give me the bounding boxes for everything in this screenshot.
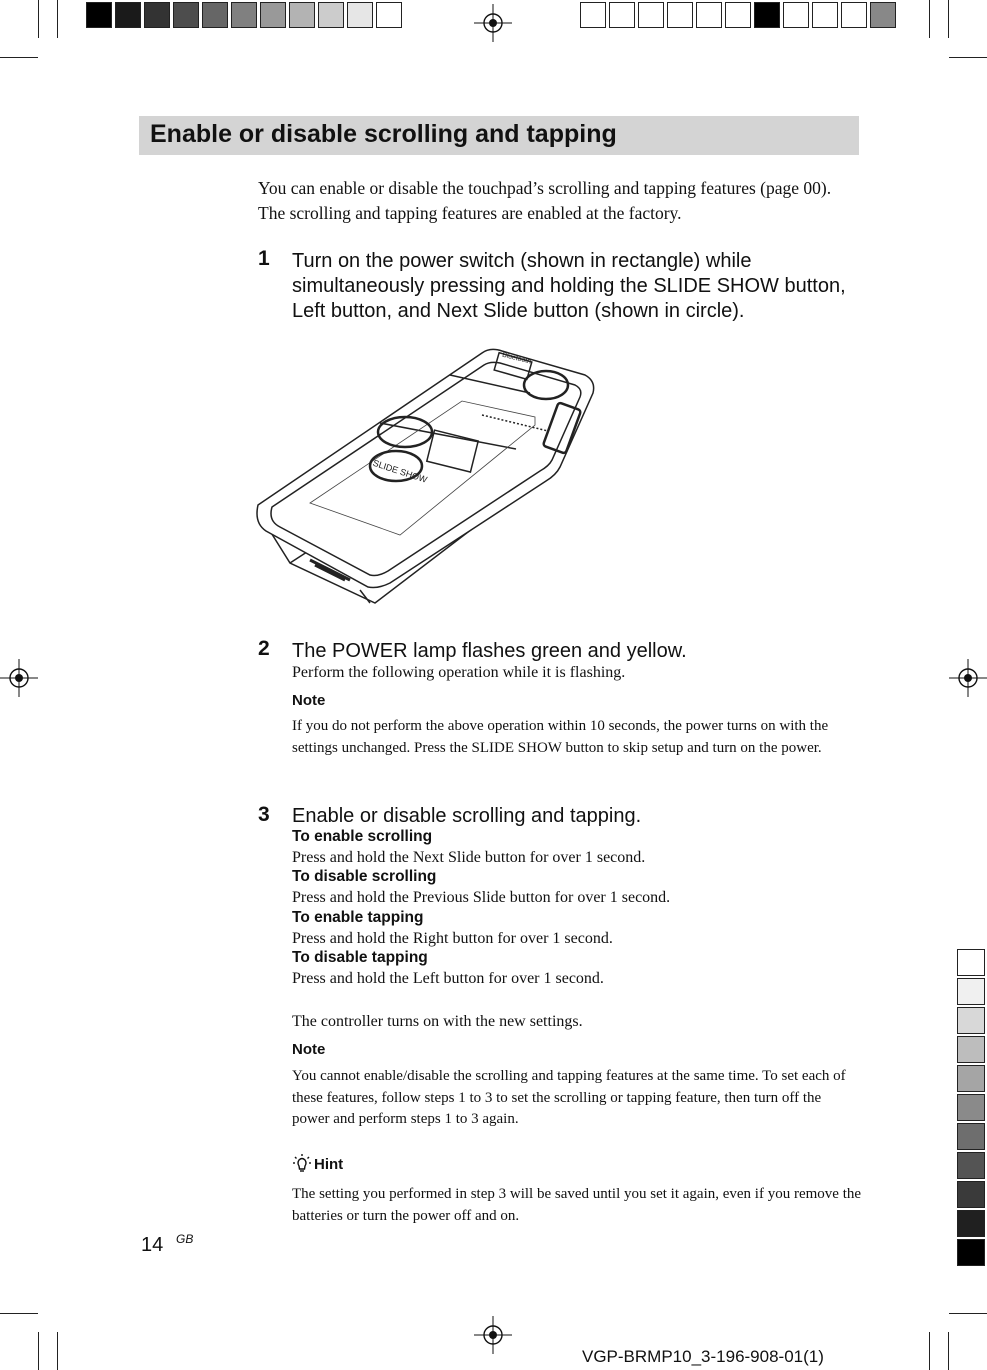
gray-swatch <box>231 2 257 28</box>
side-swatch <box>957 1210 985 1237</box>
side-swatch <box>957 978 985 1005</box>
step-3-result: The controller turns on with the new settings. <box>292 1013 583 1030</box>
page-lang: GB <box>176 1232 194 1246</box>
option-text: Press and hold the Right button for over 1 second. <box>292 930 613 947</box>
option-text: Press and hold the Previous Slide button for over 1 second. <box>292 889 671 906</box>
gray-swatch <box>202 2 228 28</box>
section-heading: Enable or disable scrolling and tapping <box>150 120 617 148</box>
step-2-title: The POWER lamp flashes green and yellow. <box>292 640 687 662</box>
color-swatch <box>580 2 606 28</box>
option-text: Press and hold the Next Slide button for over 1 second. <box>292 849 646 866</box>
side-calibration-bar <box>957 949 985 1268</box>
gray-swatch <box>144 2 170 28</box>
step-2-note-label: Note <box>292 692 326 709</box>
step-2-note: If you do not perform the above operation within 10 seconds, the power turns on with the settings unchanged. Press the SLIDE SHOW button to skip setup and turn on the power. <box>292 718 829 756</box>
side-swatch <box>957 1152 985 1179</box>
gray-swatch <box>173 2 199 28</box>
hint-text: The setting you performed in step 3 will be saved until you set it again, even if you remove the batteries or turn the power off and on. <box>292 1186 862 1224</box>
option-label: To disable scrolling <box>292 868 437 885</box>
side-swatch <box>957 1036 985 1063</box>
side-swatch <box>957 1094 985 1121</box>
gray-swatch <box>115 2 141 28</box>
registration-target-icon <box>0 659 38 697</box>
color-calibration-bar <box>580 2 899 28</box>
step-1-number: 1 <box>258 247 270 270</box>
side-swatch <box>957 1123 985 1150</box>
brand-label: Bluetooth <box>501 351 532 366</box>
gray-swatch <box>318 2 344 28</box>
option-text: Press and hold the Left button for over 1 second. <box>292 970 604 987</box>
side-swatch <box>957 1181 985 1208</box>
option-label: To enable scrolling <box>292 828 433 845</box>
gray-swatch <box>260 2 286 28</box>
slide-show-label: SLIDE SHOW <box>371 457 429 485</box>
color-swatch <box>841 2 867 28</box>
side-swatch <box>957 1239 985 1266</box>
color-swatch <box>696 2 722 28</box>
step-3-number: 3 <box>258 803 270 826</box>
page-number: 14 <box>141 1234 164 1256</box>
color-swatch <box>783 2 809 28</box>
grayscale-calibration-bar <box>86 2 405 28</box>
option-label: To disable tapping <box>292 949 428 966</box>
gray-swatch <box>347 2 373 28</box>
color-swatch <box>667 2 693 28</box>
color-swatch <box>725 2 751 28</box>
gray-swatch <box>86 2 112 28</box>
step-3-title: Enable or disable scrolling and tapping. <box>292 805 642 827</box>
remote-controller-illustration <box>250 335 620 610</box>
step-1-title: Turn on the power switch (shown in rectangle) while simultaneously pressing and holding the SLIDE SHOW button, Left button, and Next Slide button (shown in circle). <box>292 250 846 322</box>
intro-paragraph: You can enable or disable the touchpad’s scrolling and tapping features (page 00). The scrolling and tapping features are enabled at the factory. <box>258 178 832 223</box>
registration-target-icon <box>474 4 512 42</box>
color-swatch <box>870 2 896 28</box>
option-label: To enable tapping <box>292 909 424 926</box>
color-swatch <box>754 2 780 28</box>
gray-swatch <box>289 2 315 28</box>
side-swatch <box>957 949 985 976</box>
step-2-number: 2 <box>258 637 270 660</box>
side-swatch <box>957 1065 985 1092</box>
lightbulb-icon <box>293 1154 311 1174</box>
step-2-body: Perform the following operation while it is flashing. <box>292 664 626 681</box>
gray-swatch <box>376 2 402 28</box>
document-code: VGP-BRMP10_3-196-908-01(1) <box>582 1347 824 1366</box>
registration-target-icon <box>474 1316 512 1354</box>
color-swatch <box>638 2 664 28</box>
step-3-note: You cannot enable/disable the scrolling and tapping features at the same time. To set each of these features, follow steps 1 to 3 to set the scrolling or tapping feature, then turn off the power and perform steps 1 to 3 again. <box>292 1068 846 1127</box>
color-swatch <box>609 2 635 28</box>
step-3-note-label: Note <box>292 1041 326 1058</box>
side-swatch <box>957 1007 985 1034</box>
hint-label: Hint <box>314 1156 344 1173</box>
registration-target-icon <box>949 659 987 697</box>
color-swatch <box>812 2 838 28</box>
